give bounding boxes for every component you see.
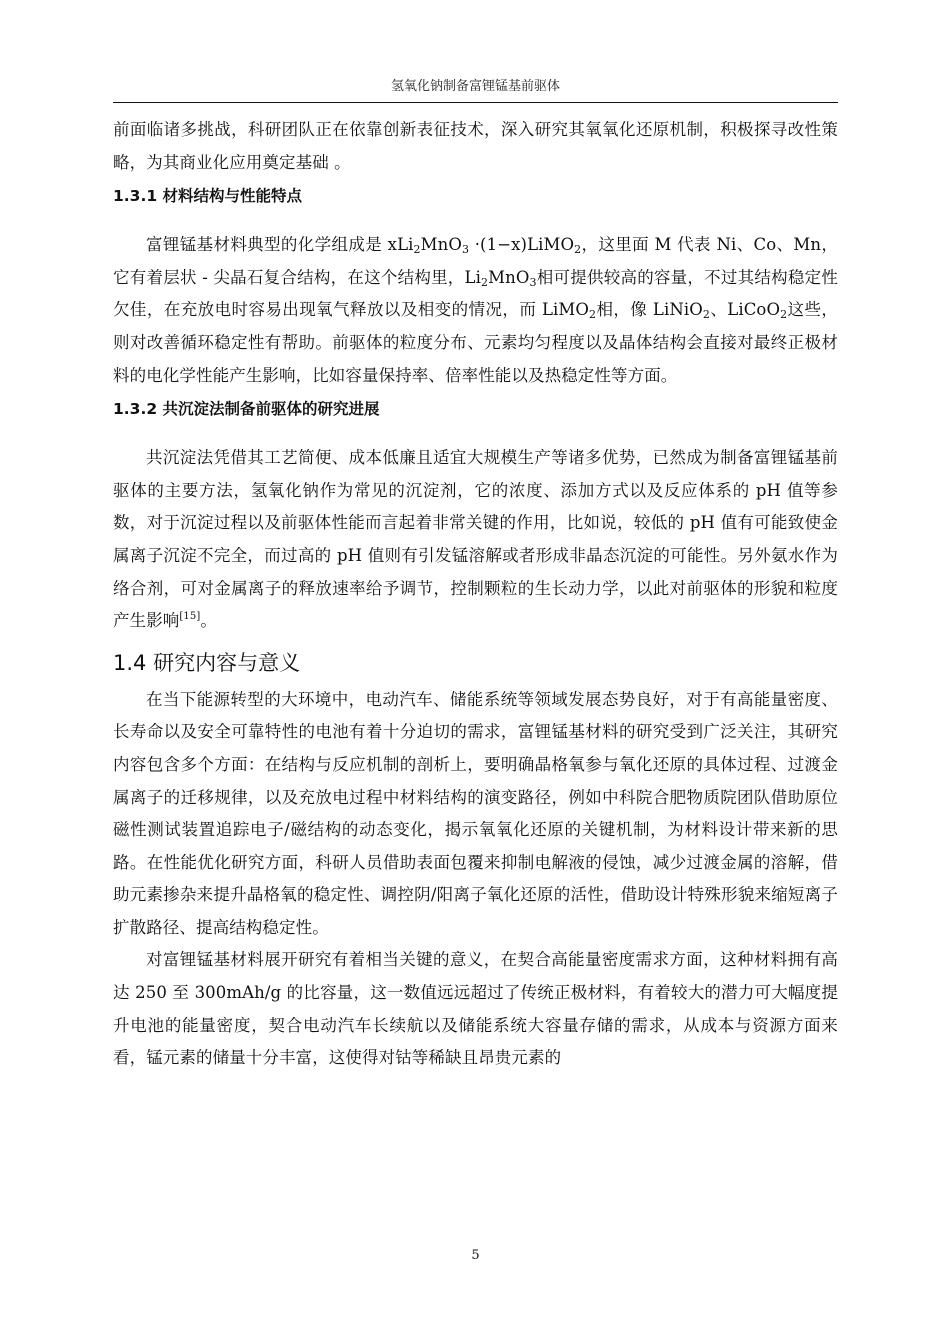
paragraph-research-significance: 对富锂锰基材料展开研究有着相当关键的意义，在契合高能量密度需求方面，这种材料拥有高达 250 至 300mAh/g 的比容量，这一数值远远超过了传统正极材料，有着较大的潜力可大幅度提升电池的能量密度，契合电动汽车长续航以及储能系统大容量存储的需求，从成本与资源方面来看，锰元素的储量十分丰富，这使得对钴等稀缺且昂贵元素的 [113,950,838,1068]
text-run: 、LiCoO [710,300,781,320]
page-number: 5 [471,1248,480,1263]
text-run: MnO [488,267,530,287]
text-run: 。 [200,611,217,631]
subscript: 2 [702,308,710,322]
subsection-heading-1-3-1: 1.3.1 材料结构与性能特点 [113,187,303,206]
spacer [113,424,838,442]
section-heading-1-4: 1.4 研究内容与意义 [113,650,301,675]
subscript: 3 [462,243,470,257]
paragraph-material-structure [113,229,838,392]
text-run: 相可提供较高的容量，不过其结构稳定性欠佳，在充放电时容易出现氧气释放以及相变的情况，而 LiMO [113,267,838,320]
spacer [113,211,838,229]
text-run: ·(1−x)LiMO [469,235,575,255]
text-run: 这些，则对改善循环稳定性有帮助。前驱体的粒度分布、元素均匀程度以及晶体结构会直接对最终正极材料的电化学性能产生影响，比如容量保持率、倍率性能以及热稳定性等方面。 [113,300,838,385]
paragraph-research-content: 在当下能源转型的大环境中，电动汽车、储能系统等领域发展态势良好，对于有高能量密度、长寿命以及安全可靠特性的电池有着十分迫切的需求，富锂锰基材料的研究受到广泛关注，其研究内容包含多个方面：在结构与反应机制的剖析上，要明确晶格氧参与氧化还原的具体过程、过渡金属离子的迁移规律，以及充放电过程中材料结构的演变路径，例如中科院合肥物质院团队借助原位磁性测试装置追踪电子/磁结构的动态变化，揭示氧氧化还原的关键机制，为材料设计带来新的思路。在性能优化研究方面，科研人员借助表面包覆来抑制电解液的侵蚀，减少过渡金属的溶解，借助元素掺杂来提升晶格氧的稳定性、调控阴/阳离子氧化还原的活性，借助设计特殊形貌来缩短离子扩散路径、提高结构稳定性。 [113,689,838,937]
text-run: MnO [420,235,462,255]
subscript: 3 [529,275,537,289]
subsection-heading-1-3-2: 1.3.2 共沉淀法制备前驱体的研究进展 [113,400,380,419]
page-content [113,114,838,1075]
subscript: 2 [589,308,597,322]
subscript: 2 [481,275,489,289]
subscript: 2 [780,308,788,322]
paragraph-continued: 前面临诸多挑战，科研团队正在依靠创新表征技术，深入研究其氧氧化还原机制，积极探寻改性策略，为其商业化应用奠定基础 。 [113,120,838,172]
header-rule [113,102,838,103]
citation-reference: [15] [179,611,201,623]
text-run: 相，像 LiNiO [596,300,703,320]
text-run: ，这里面 M 代表 Ni、Co、Mn，它有着层状 - 尖晶石复合结构，在这个结构里，Li [113,235,838,287]
subscript: 2 [574,243,582,257]
subscript: 2 [413,243,421,257]
paragraph-coprecipitation [113,442,838,638]
running-header: 氢氧化钠制备富锂锰基前驱体 [390,79,560,94]
text-run: 共沉淀法凭借其工艺简便、成本低廉且适宜大规模生产等诸多优势，已然成为制备富锂锰基前驱体的主要方法，氢氧化钠作为常见的沉淀剂，它的浓度、添加方式以及反应体系的 pH 值等参数，对于沉淀过程以及前驱体性能而言起着非常关键的作用，比如说，较低的 pH 值有可能致使金属离子沉淀不完全，而过高的 pH 值则有引发锰溶解或者形成非晶态沉淀的可能性。另外氨水作为络合剂，可对金属离子的释放速率给予调节，控制颗粒的生长动力学，以此对前驱体的形貌和粒度产生影响 [113,448,838,631]
text-run: 富锂锰基材料典型的化学组成是 xLi [146,235,414,255]
